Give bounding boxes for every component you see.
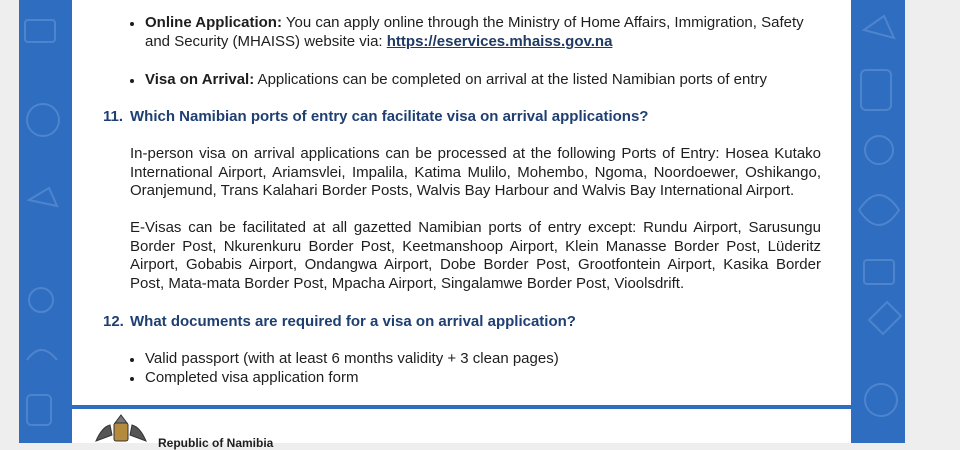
question-12-heading: What documents are required for a visa on arrival application? (130, 313, 576, 330)
bullet-label: Online Application: (145, 14, 282, 31)
bullet-label: Visa on Arrival: (145, 71, 255, 88)
footer-text: Republic of Namibia (158, 436, 274, 450)
question-12-number: 12. (103, 313, 124, 330)
coat-of-arms-logo (92, 413, 150, 443)
bullet-dot (130, 22, 134, 26)
bullet-online-application-cont (145, 33, 612, 51)
bullet-online-application (145, 14, 804, 32)
answer-11-paragraph-2: E-Visas can be facilitated at all gazetted Namibian ports of entry except: Rundu Airport, Sarusungu Border Post, Nkurenkuru Border Post, Keetmanshoop Airport, Klein Manasse Border Post, Lüderitz Airport, Gobabis Airport, Ondangwa Airport, Dobe Border Post, Grootfontein Airport, Kasika Border Post, Mata-mata Border Post, Mpacha Airport, Singalamwe Border Post, Vioolsdrift. (130, 219, 821, 292)
bullet-dot (130, 358, 134, 362)
bullet-text: Applications can be completed on arrival at the listed Namibian ports of entry (254, 71, 767, 88)
bullet-text-continued: and Security (MHAISS) website via: (145, 33, 387, 50)
answer-11-paragraph-1: In-person visa on arrival applications can be processed at the following Ports of Entry: Hosea Kutako International Airport, Ariamsvlei, Impalila, Katima Mulilo, Mohembo, Ngoma, Noordoewer, Oshikango, Oranjemund, Trans Kalahari Border Posts, Walvis Bay Harbour and Walvis Bay International Airport. (130, 145, 821, 200)
question-11-number: 11. (103, 108, 124, 125)
footer-divider (72, 405, 851, 409)
document-page (72, 0, 851, 450)
list-item: Valid passport (with at least 6 months validity + 3 clean pages) (145, 350, 559, 367)
bullet-text: You can apply online through the Ministry of Home Affairs, Immigration, Safety (281, 14, 804, 31)
bullet-dot (130, 79, 134, 83)
list-item: Completed visa application form (145, 369, 359, 386)
bullet-dot (130, 377, 134, 381)
eservices-link[interactable]: https://eservices.mhaiss.gov.na (386, 33, 613, 50)
question-11-heading: Which Namibian ports of entry can facilitate visa on arrival applications? (130, 108, 649, 125)
bullet-visa-on-arrival (145, 71, 767, 89)
